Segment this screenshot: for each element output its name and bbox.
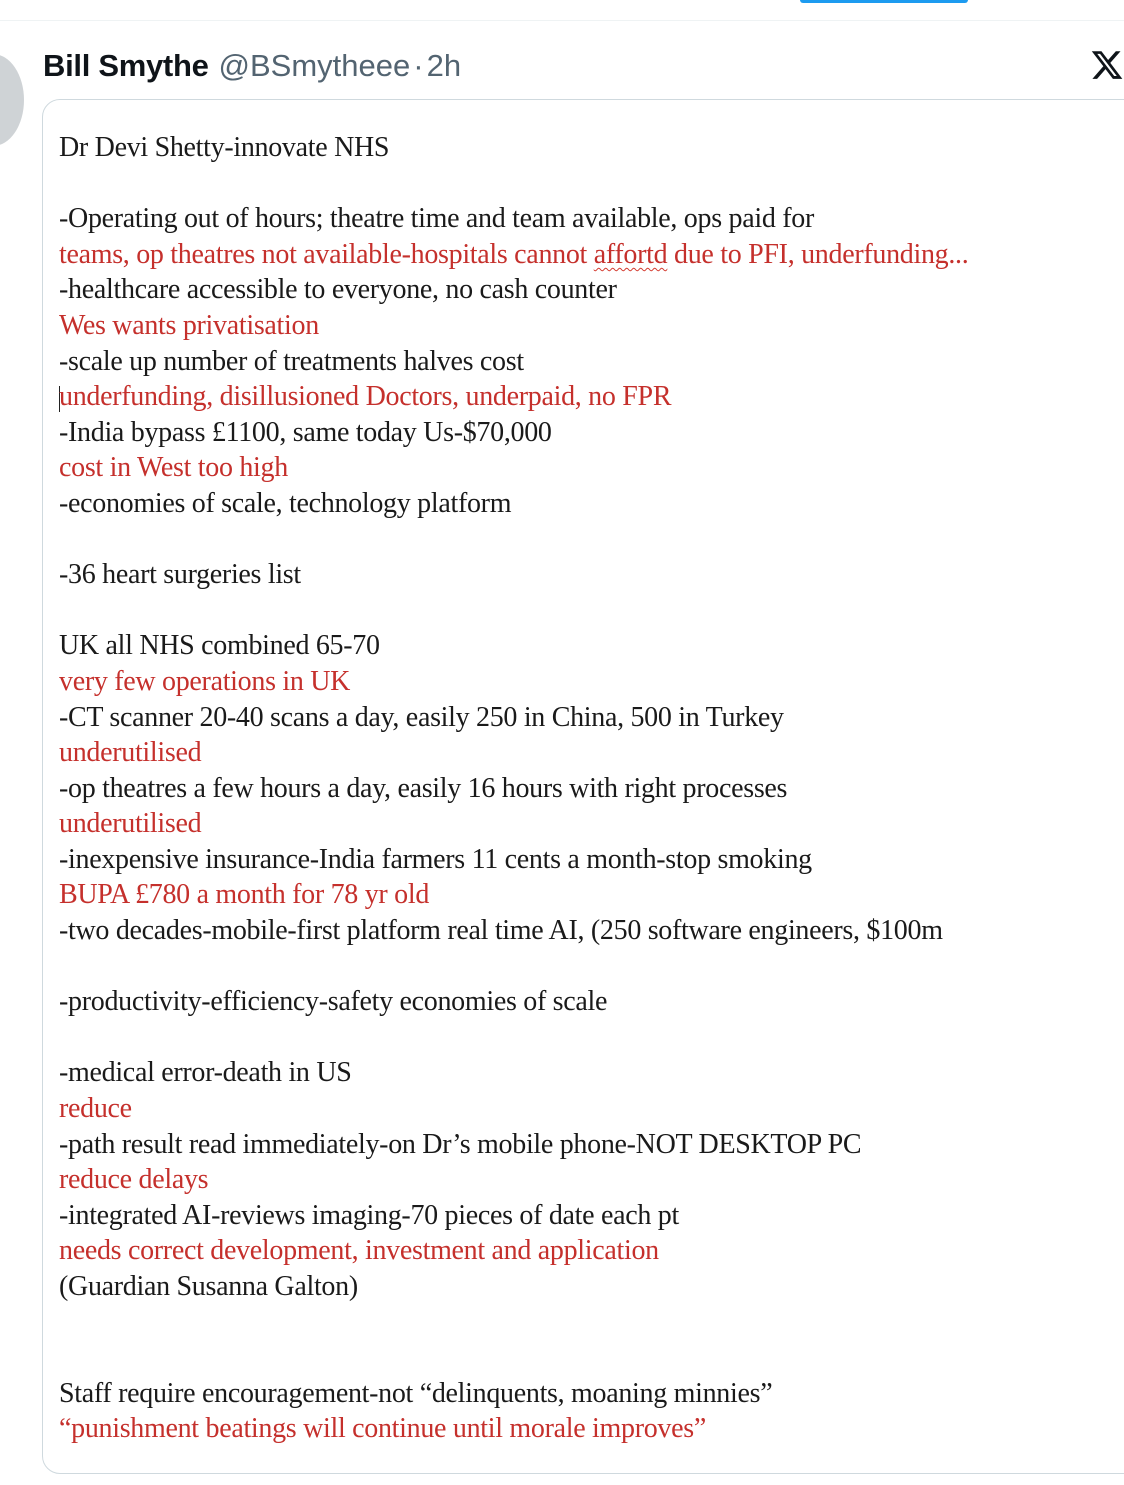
blank-line bbox=[59, 949, 1119, 985]
note-comment: BUPA £780 a month for 78 yr old bbox=[59, 879, 430, 911]
author-handle[interactable]: @BSmytheee bbox=[218, 48, 411, 83]
note-comment: needs correct development, investment and application bbox=[59, 1235, 659, 1267]
notes-title: Dr Devi Shetty-innovate NHS bbox=[59, 132, 390, 163]
blank-line bbox=[59, 1305, 1119, 1341]
note-line: -productivity-efficiency-safety economies of scale bbox=[59, 986, 608, 1018]
misspelled-word: affortd bbox=[593, 238, 668, 270]
note-text: teams, op theatres not available-hospitals cannot bbox=[59, 238, 594, 270]
note-line: -medical error-death in US bbox=[59, 1057, 352, 1089]
note-comment: underutilised bbox=[59, 737, 202, 769]
note-text: due to PFI, underfunding... bbox=[667, 238, 969, 270]
blank-line bbox=[59, 1020, 1119, 1056]
note-comment bbox=[59, 379, 1119, 415]
blank-line bbox=[59, 166, 1119, 202]
avatar[interactable] bbox=[0, 54, 24, 146]
note-text: underfunding, disillusioned Doctors, underpaid, no FPR bbox=[59, 381, 672, 413]
meta-separator: · bbox=[413, 48, 424, 83]
note-comment bbox=[59, 237, 1119, 273]
post-timestamp[interactable]: 2h bbox=[426, 48, 462, 83]
notes-document bbox=[59, 130, 1119, 1447]
top-divider bbox=[0, 20, 1124, 21]
author-name[interactable]: Bill Smythe bbox=[43, 48, 209, 83]
blank-line bbox=[59, 522, 1119, 558]
note-comment: Wes wants privatisation bbox=[59, 309, 319, 341]
note-line: -two decades-mobile-first platform real time AI, (250 software engineers, $100m bbox=[59, 915, 943, 947]
note-line: UK all NHS combined 65-70 bbox=[59, 630, 380, 662]
note-line: -integrated AI-reviews imaging-70 pieces of date each pt bbox=[59, 1199, 679, 1231]
note-line: -CT scanner 20-40 scans a day, easily 250 in China, 500 in Turkey bbox=[59, 701, 784, 733]
note-line: -scale up number of treatments halves cost bbox=[59, 345, 524, 377]
active-tab-indicator bbox=[800, 0, 968, 3]
note-comment: underutilised bbox=[59, 808, 202, 840]
note-line: -36 heart surgeries list bbox=[59, 559, 301, 591]
note-source: (Guardian Susanna Galton) bbox=[59, 1271, 358, 1302]
note-line: -Operating out of hours; theatre time and team available, ops paid for bbox=[59, 203, 814, 235]
note-line: -healthcare accessible to everyone, no cash counter bbox=[59, 274, 617, 306]
note-line: -inexpensive insurance-India farmers 11 cents a month-stop smoking bbox=[59, 843, 812, 875]
note-line: Staff require encouragement-not “delinquents, moaning minnies” bbox=[59, 1377, 773, 1409]
note-line: -path result read immediately-on Dr’s mobile phone-NOT DESKTOP PC bbox=[59, 1128, 862, 1160]
note-comment: reduce bbox=[59, 1093, 132, 1125]
note-comment: cost in West too high bbox=[59, 452, 288, 484]
note-comment: reduce delays bbox=[59, 1164, 209, 1196]
note-line: -op theatres a few hours a day, easily 16 hours with right processes bbox=[59, 772, 788, 804]
note-line: -economies of scale, technology platform bbox=[59, 487, 512, 519]
note-line: -India bypass £1100, same today Us-$70,000 bbox=[59, 416, 552, 448]
x-logo-icon bbox=[1090, 48, 1124, 82]
note-comment: “punishment beatings will continue until morale improves” bbox=[59, 1413, 706, 1445]
blank-line bbox=[59, 593, 1119, 629]
post-header bbox=[43, 44, 461, 88]
blank-line bbox=[59, 1340, 1119, 1376]
note-comment: very few operations in UK bbox=[59, 665, 351, 697]
